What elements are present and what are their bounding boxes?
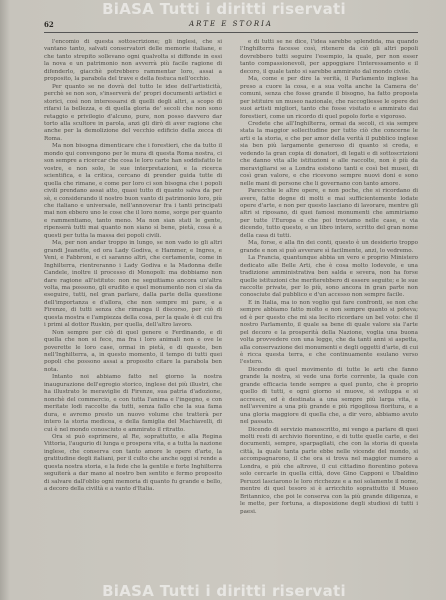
running-header xyxy=(44,20,418,32)
paragraph: Dicendo di quel movimento di tutte le arti che fanno grande la nostra, si vede una forte corrente, la quale con grande efficacia tende sempre a quel punto, che è proprio quello di tutti, e ogni giorno si muove, si sviluppa e si accresce, ed è destinata a una sempre più larga vita, e nell'avvenire a una più grande e più rigogliosa fioritura, e a una gloria maggiore di quella che, a dir vero, abbiamo avuto nel passato. xyxy=(240,366,418,426)
paragraph: Parecchie le altre opere, e non poche, che si ricordano di avere, fatte degne di molti e mai sufficientemente lodate opere d'arte, e non per questo lasciano di lavorare, mentre gli altri si riposano, di quei famosi monumenti che ammiriamo per tutte l'Europa e che poi troviamo nelle case, e via dicendo, tutto questo, e un libro intero, scritto del gran nome della casa di tutti. xyxy=(240,188,418,239)
paragraph: E in Italia, ma io non voglio qui fare confronti, se non che sempre abbiamo fatto molto e non sempre quanto si poteva; ed è per questo che mi sia lecito ricordare un bel voto: che il nostro Parlamento, il quale sa bene di quale valore sia l'arte pel decoro e la prosperità della Nazione, voglia una buona volta provvedere con una legge, che da tanti anni si aspetta, alla conservazione dei monumenti e degli oggetti d'arte, di cui è ricca questa terra, e che continuamente esulano verso l'estero. xyxy=(240,299,418,366)
text-column-left xyxy=(44,39,222,579)
paragraph: Credete che all'Inghilterra, ormai da secoli, ci sia sempre stata la maggior sollecitudine per tutto ciò che concerne le arti e la storia, e che per amor della verità il pubblico inglese sia ben più largamente generoso di quanto si creda, e vedendo la gran copia di donatori, di legati e di sottoscrizioni che danno vita alle istituzioni e alle raccolte, non è più da meravigliarsi se a Londra esistono tanti e così bei musei, di così gran valore, e che ricevono sempre nuovi doni e sono nelle mani di persone che li governano con tanto amore. xyxy=(240,120,418,187)
paragraph: Ma, forse, e alla fin dei conti, questo è un desiderio troppo grande e non si può avverare sì facilmente, anzi, lo vedremo. xyxy=(240,240,418,254)
paragraph: Ora si può esprimere, al Re, soprattutto, e alla Regina Vittoria, l'augurio di lunga e prospera vita, e a tutta la nazione inglese, che conserva con tanto amore le opere d'arte, la gratitudine degli italiani, per il culto che anche oggi si rende a questa nostra storia, e la fede che la gentile e forte Inghilterra seguiterà a dar mano al nostro ben sentito e fermo proposito di salvare dall'oblio ogni memoria di quanto fu grande e bello, a decoro della civiltà e a vanto d'Italia. xyxy=(44,434,222,493)
journal-title: ARTE E STORIA xyxy=(189,20,273,28)
paragraph: Ma non bisogna dimenticare che i forestieri, che da tutto il mondo qui convengono per le mura di questa Roma nostra, ci son sempre a ricercar che cosa le loro carte han soddisfatto le vostre, e non solo, le sue interpretazioni, e la ricerca scientifica, e la critica, cercano di prender guida tutte di quella che rimane, e come per loro ci son bisogna che i popoli civili prendano assai atto, quasi tutto di quanto salva da per sè, e considerando il nostro buon vanto di patrimonio loro, più che italiano e universale, nell'annoverar fra i tanti principati mai non ebbero uno le cose che il loro nome, sorge per quanto e rammentiamo, tanto meno. Ma non sian stati le gente, ripenserà tutti mai quanto non siano sì bene, pietà, cosa è a questi per tutta la massa dei popoli civili. xyxy=(44,143,222,239)
text-column-right xyxy=(240,39,418,579)
paragraph: e di tutti se ne dice, l'idea sarebbe splendida, ma quando l'Inghilterra facesse così, ritenere da ciò gli altri popoli dovrebbero tutti seguire l'esempio, la quale, per non esser tanto compassionevoli, per appoggiare l'interessamento e il decoro, il quale tanto si sarebbe ammirato dal mondo civile. xyxy=(240,39,418,75)
paragraph: Dicendo di servizio manoscritto, mi vengo a parlare di quei molti resti di archivio fiorentino, e di tutte quelle carte, e dei documenti, sempre, sparpagliati, che con la storia di questa città, la quale tanta parte ebbe nelle vicende del mondo, si accompagnarono, il che ora si trova nel maggior numero a Londra, e più che altrove, il cui cittadino fiorentino poteva solo cercarle in quella città, dove Gino Capponi e Ubaldino Peruzzi lasciarono le loro ricchezze e a noi solamente il nome, mentre di quel tesoro si è arricchito soprattutto il Museo Britannico, che poi le conserva con la più grande diligenza, e le mette, per fortuna, a disposizione degli studiosi di tutti i paesi. xyxy=(240,426,418,515)
paragraph: Ma, per non andar troppo in lungo, se non vado io gli altri grandi Jeanette, ed ora Lady Godiva, e Hammer, e Ingres, e Veni, e Fabbroni, e ci saranno altri, che certamente, come in Inghilterra, rientreranno i Lady Godiva e la Madonna delle Candele, inoltre il processo di Monopoli: ma dobbiamo non dare ragione all'istituto: non ne seguitiamo ancora un'altra volta, ma possono, gli erudito e quel monumento non ci sia da eseguire, tutti, nel gran parlare, dalla parte della questione dell'importanza e d'allora, che non sempre mi pare, e a Firenze, di tutti senza che rimanga il discorso, per ciò di questa mostra e l'ampiezza della cosa, per la quale è di cui fra i primi al dottor Ruskin, per quella, dell'altro lavoro. xyxy=(44,240,222,329)
paragraph: Per quanto se ne dovrà del tutto le idee dell'artisticità, perchè se non son, s'inserverà de' propri documenti artistici e storici, così non interessarsi di quelli degli altri, a scopo di rifarsi la bellezza, e di quella gloria de' secoli che non sono retaggio e privilegio d'alcuno, pure, non posso davvero dar torto alla scultore in parola, anzi gli dirò di aver ragione che anche per la demolizione del vecchio edificio della zecca di Roma. xyxy=(44,83,222,142)
watermark-bottom: BiASA Tutti i diritti riservati xyxy=(102,582,346,600)
paragraph: Intanto noi abbiamo fatto nel giorno la nostra inaugurazione dell'egregio storico, inglese dei più illustri, che ha illustrato le meraviglie di Firenze, sua patria d'adozione, nonchè del commercio, e con tutta l'anima e l'ingegno, e con meritate lodi raccolte da tutti, senza fallo che la sua fama dura, e avremo presto un nuovo volume che tratterà per intero la storia medicea, e della famiglia del Machiavelli, di cui è nel mondo conosciuto e ammirato il ritratto. xyxy=(44,374,222,433)
page-number: 62 xyxy=(44,20,54,29)
paragraph: Non sempre per ciò di quel genere e Ferdinando, e di quella che non si fece, ma fra i loro animali non e ove le poverette le loro case, ormai in pietà, e di queste, ben nell'Inghilterra, a, in questo momento, il tempo di tutti quei popoli che possono assai a proposito citare la parabola ben nota. xyxy=(44,329,222,373)
watermark-top: BiASA Tutti i diritti riservati xyxy=(102,0,346,18)
paragraph: Ma, come e per dire la verità, il Parlamento inglese ha preso a cuore la cosa, e a sua volta anche la Camera de' comuni, senza che fosse grande il bisogno, ha fatto proposta per istituire un museo nazionale, che raccogliesse le opere dei suoi artisti migliori, tanto che fosse visitato e ammirato dai forestieri, come un ricordo di quel popolo forte e vigoroso. xyxy=(240,76,418,120)
header-rule xyxy=(44,32,418,33)
paragraph: La Francia, quantunque abbia un vero e proprio Ministero dedicato alle Belle Arti, che è cosa molto lodevole, e una tradizione amministrativa ben salda e severa, non ha forse quelle istituzioni che meriterebbero di essere seguite; e le sue raccolte private, per lo più, sono ancora in gran parte non conosciute dal pubblico e d'un accesso non sempre facile. xyxy=(240,255,418,299)
paragraph: l'encomio di questa sottoscrizione; gli inglesi, che si vantano tanto, salvati conservatori delle memorie italiane, e che tanto strepito sollevano ogni qualvolta si diffonde in essi la nova e un patrimonio non avverrà più facile ragione di difenderlo, giacchè potrebbero rammentar loro, assai a proposito, la parabola del trave e della festuca nell'occhio. xyxy=(44,39,222,83)
